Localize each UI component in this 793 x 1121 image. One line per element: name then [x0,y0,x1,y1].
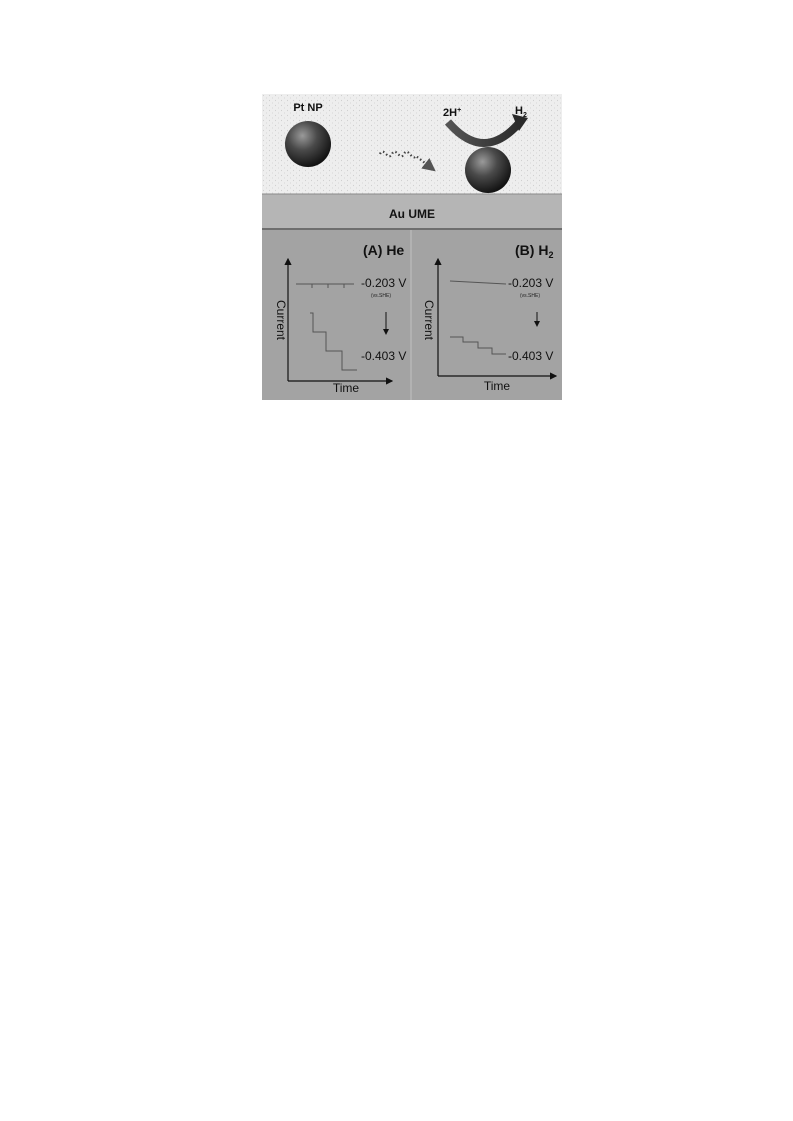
panel-a-lower-potential: -0.403 V [361,349,407,363]
product-label: $H_2$ [515,105,527,119]
reaction-scheme [262,94,562,211]
electrode [262,194,562,229]
figure-svg [262,94,562,400]
panel-a-upper-potential: -0.203 V [361,276,407,290]
electrode-label: Au UME [389,207,435,221]
panel-b-title: (B) $H_2$ [515,242,554,260]
nanoparticle-free [285,121,331,167]
panel-a-y-label: Current [274,299,288,341]
panel-b-lower-potential: -0.403 V [508,349,554,363]
panel-b-upper-potential: -0.203 V [508,276,554,290]
figure [262,94,562,400]
particle-label: Pt NP [293,102,323,114]
nanoparticle-adsorbed [465,147,511,193]
panel-b-y-label: Current [422,299,436,341]
panel-a-title: (A) He [363,242,405,258]
panel-b-x-label: Time [483,379,511,393]
panel-a-x-label: Time [332,381,360,395]
reactant-label: 2H+ [443,107,462,119]
panel-a-reference: (vs.SHE) [371,293,391,299]
panel-b-reference: (vs.SHE) [520,293,540,299]
